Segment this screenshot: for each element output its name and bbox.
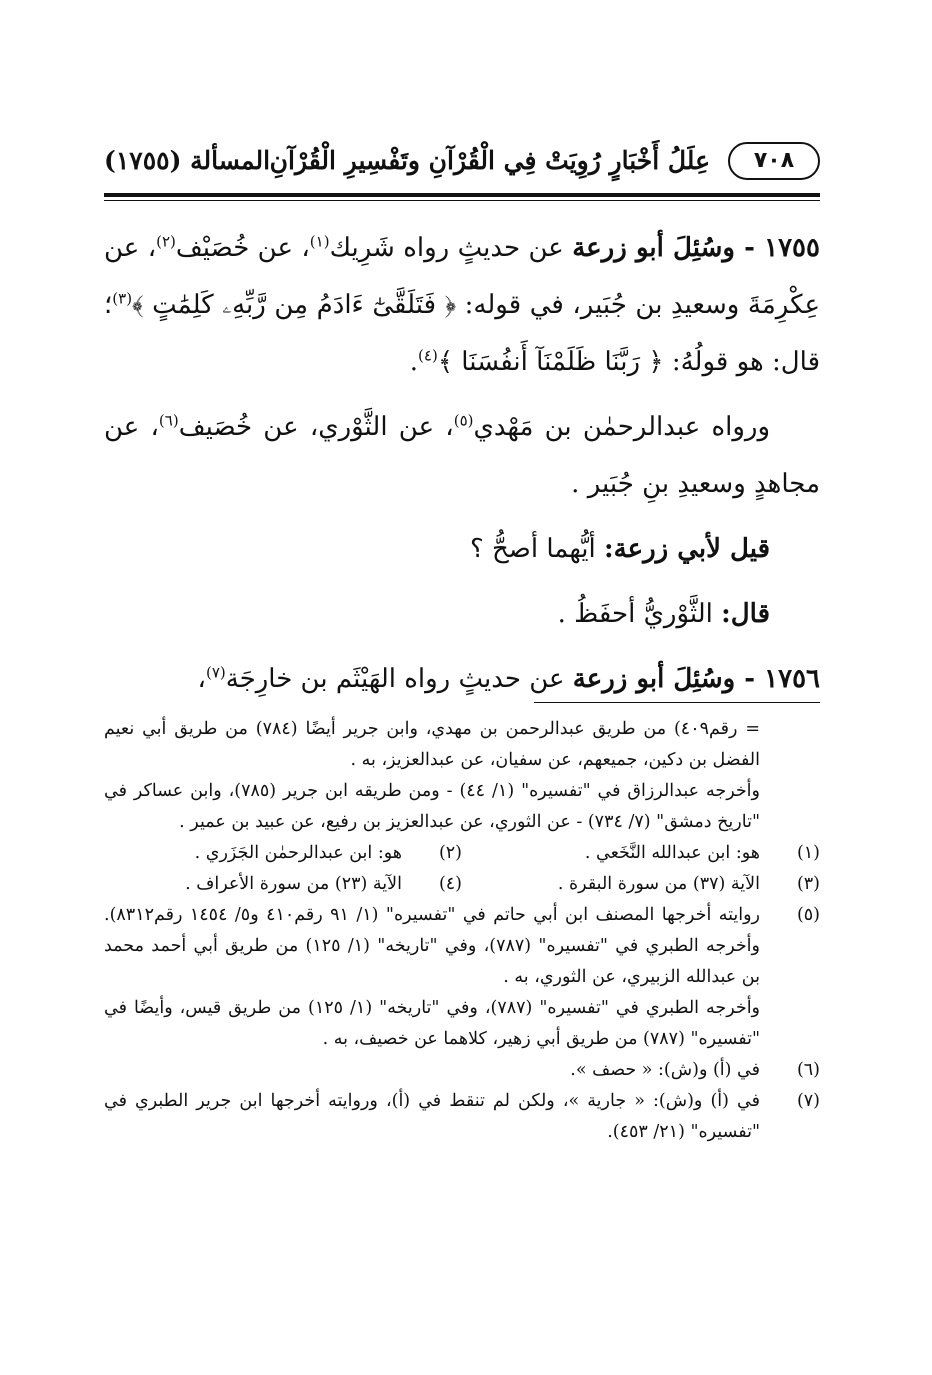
entry-1755 <box>104 220 820 391</box>
page-number: ٧٠٨ <box>728 142 820 180</box>
footnote-text: هو: ابن عبدالله النَّخَعي . <box>584 843 760 863</box>
footnote-ref[interactable]: (١) <box>309 232 330 251</box>
footnote-text: روايته أخرجها المصنف ابن أبي حاتم في "تفسيره" (١/ ٩١ رقم٤١٠ و٥/ ١٤٥٤ رقم٨٣١٢). وأخرجه الطبري في "تفسيره" (٧٨٧)، وفي "تاريخه" (١/ ١٢٥) من طريق أبي أحمد محمد بن عبدالله الزبيري، عن الثوري، به . <box>104 905 761 987</box>
footnote-number: (٥) <box>796 905 820 925</box>
footnote-ref[interactable]: (٢) <box>156 232 176 251</box>
footnote-row <box>104 838 820 869</box>
footnote-3 <box>462 869 820 900</box>
header-rule-thick <box>104 193 820 197</box>
footnote-ref[interactable]: (٧) <box>205 663 226 682</box>
header-rule-thin <box>104 200 820 201</box>
footnote-continuation: وأخرجه عبدالرزاق في "تفسيره" (١/ ٤٤) - ومن طريقه ابن جرير (٧٨٥)، وابن عساكر في "تاريخ دمشق" (٧/ ٧٣٤) - عن الثوري، عن عبدالعزيز بن رفيع، عن عبيد بن عمير . <box>104 781 760 832</box>
footnote-text: هو: ابن عبدالرحمٰن الجَزَري . <box>194 843 402 863</box>
footnote-row <box>104 869 820 900</box>
text-segment: ، <box>197 664 206 694</box>
footnote-7 <box>104 1086 820 1148</box>
text-segment: ، عن الثَّوْري، عن خُصَيف <box>178 412 454 442</box>
entry-number: ١٧٥٦ - وسُئِلَ أبو زرعة <box>572 664 820 694</box>
text-segment: ورواه عبدالرحمٰن بن مَهْدي <box>473 412 770 442</box>
text-segment: ، عن عِكْرِمَةَ وسعيدِ بن جُبَير، في قوله: ﴿ فَتَلَقَّىٰٓ ءَادَمُ مِن رَّبِّهِۦ كَلِمَٰتٍ ﴾ <box>104 233 820 320</box>
text-segment: عن حديثٍ رواه الهَيْثَم بن خارِجَة <box>225 664 573 694</box>
footnote-4 <box>104 869 462 900</box>
footnote-1 <box>462 838 820 869</box>
footnote-ref[interactable]: (٣) <box>112 289 133 308</box>
answer-paragraph <box>104 586 820 643</box>
footnote-5 <box>104 900 820 993</box>
footnote-text: الآية (٣٧) من سورة البقرة . <box>557 874 760 894</box>
footnote-text: الآية (٢٣) من سورة الأعراف . <box>185 874 402 894</box>
footnote-number: (٢) <box>438 843 462 863</box>
footnote-separator <box>534 702 820 703</box>
question-text: أيُّهما أصحُّ ؟ <box>469 534 605 564</box>
entry-1756 <box>104 651 820 708</box>
footnote-text: في (أ) و(ش): « جارية »، ولكن لم تنقط في (أ)، وروايته أخرجها ابن جرير الطبري في "تفسيره" (٢١/ ٤٥٣). <box>104 1091 760 1142</box>
answer-label: قال: <box>721 599 770 629</box>
footnote-text: في (أ) و(ش): « حصف ». <box>570 1060 760 1080</box>
question-label: قيل لأبي زرعة: <box>604 534 770 564</box>
footnote-2 <box>104 838 462 869</box>
text-segment: ، عن مجاهدٍ وسعيدِ بنِ جُبَير . <box>104 412 820 499</box>
text-segment: . <box>409 347 419 377</box>
footnote-ref[interactable]: (٦) <box>158 411 179 430</box>
footnotes <box>104 714 820 1148</box>
text-segment: ، عن خُصَيْف <box>175 233 310 263</box>
footnote-number: (٣) <box>796 874 820 894</box>
footnote-number: (١) <box>796 843 820 863</box>
issue-label: المسألة (١٧٥٥) <box>104 146 271 175</box>
entry-number: ١٧٥٥ - وسُئِلَ أبو زرعة <box>572 233 820 263</box>
question-paragraph <box>104 521 820 578</box>
footnote-continuation: وأخرجه الطبري في "تفسيره" (٧٨٧)، وفي "تاريخه" (١/ ١٢٥) من طريق قيس، وأيضًا في "تفسيره" (٧٨٧) من طريق أبي زهير، كلاهما عن خصيف، به . <box>104 998 761 1049</box>
text-segment: عن حديثٍ رواه شَرِيك <box>329 233 573 263</box>
main-text <box>104 220 820 708</box>
text-segment: ؛ قال: هو قولُهُ: ﴿ رَبَّنَا ظَلَمْنَآ أَنفُسَنَا ﴾ <box>104 290 820 377</box>
running-title: عِلَلُ أَخْبَارٍ رُوِيَتْ فِي الْقُرْآنِ وتَفْسِيرِ الْقُرْآنِ <box>269 146 710 175</box>
answer-text: الثَّوْريُّ أحفَظُ . <box>557 599 722 629</box>
narration-paragraph <box>104 399 820 513</box>
page-header <box>104 138 820 188</box>
footnote-number: (٤) <box>438 874 462 894</box>
footnote-6 <box>104 1055 820 1086</box>
footnote-ref[interactable]: (٥) <box>453 411 474 430</box>
footnote-number: (٧) <box>796 1091 820 1111</box>
footnote-ref[interactable]: (٤) <box>418 346 438 365</box>
footnote-number: (٦) <box>796 1060 820 1080</box>
footnote-continuation: = رقم٤٠٩) من طريق عبدالرحمن بن مهدي، وابن جرير أيضًا (٧٨٤) من طريق أبي نعيم الفضل بن دكين، جميعهم، عن سفيان، عن عبدالعزيز، به . <box>104 719 760 770</box>
